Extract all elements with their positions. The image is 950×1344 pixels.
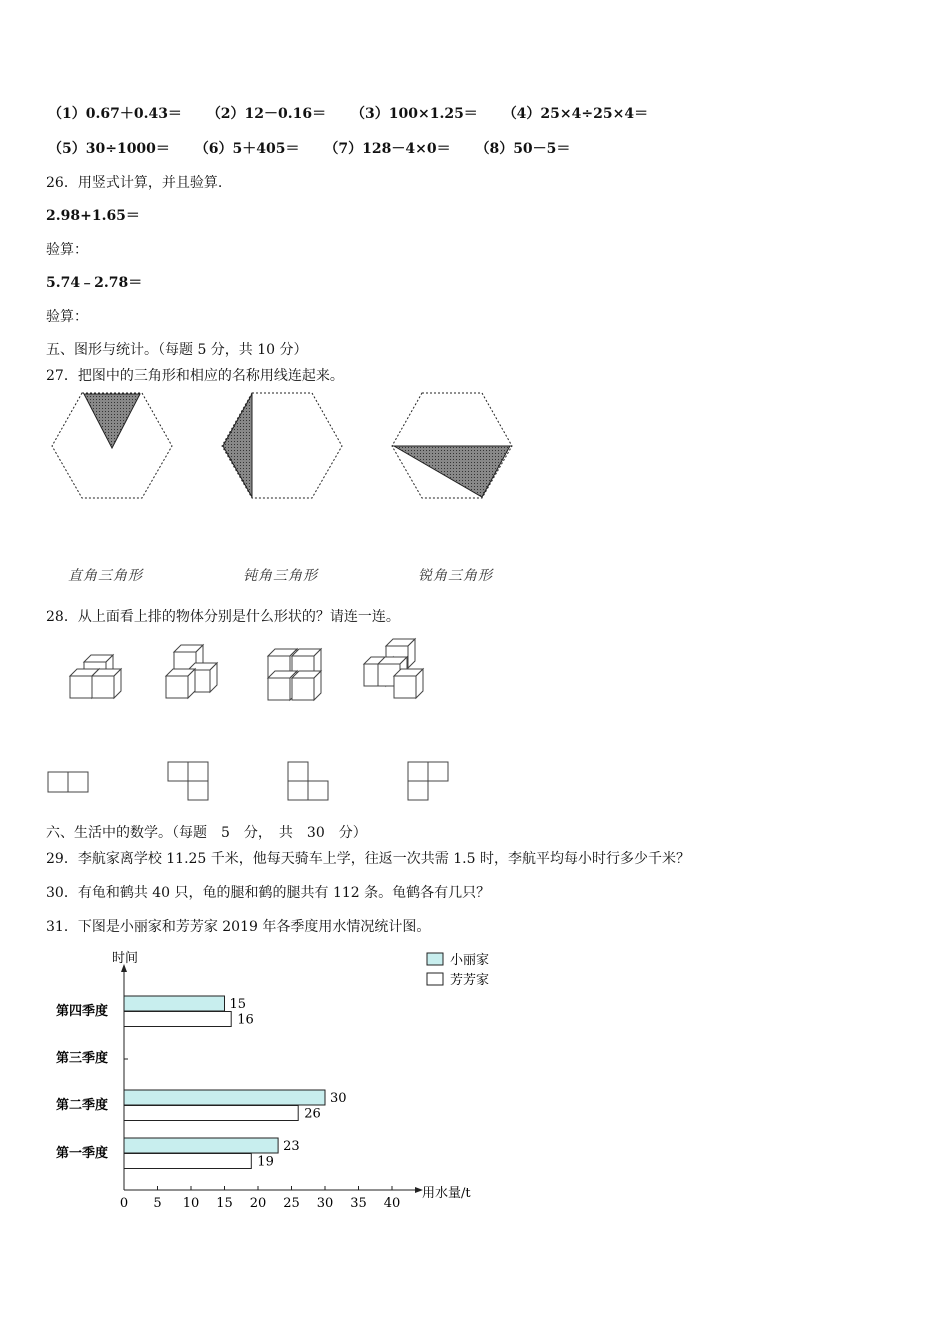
data-label: 26 xyxy=(304,1106,321,1122)
q25-item: （8）50－5＝ xyxy=(475,141,571,157)
q25-item: （2）12－0.16＝ xyxy=(206,106,327,122)
q25-item: （6）5＋405＝ xyxy=(194,141,300,157)
category-label: 第一季度 xyxy=(56,1146,109,1161)
x-tick-label: 20 xyxy=(249,1196,267,1211)
q26-expr2: 5.74﹣2.78＝ xyxy=(46,275,143,291)
bar xyxy=(124,1012,231,1027)
shaded-triangle-3 xyxy=(394,446,510,497)
data-label: 23 xyxy=(283,1139,300,1154)
top-view-shapes xyxy=(48,762,448,800)
x-tick-label: 5 xyxy=(153,1196,162,1211)
data-label: 30 xyxy=(330,1091,347,1106)
q27-title: 27．把图中的三角形和相应的名称用线连起来。 xyxy=(46,368,344,384)
category-label: 第四季度 xyxy=(56,1004,109,1019)
legend-swatch xyxy=(427,973,443,985)
label-acute-triangle: 锐角三角形 xyxy=(418,568,493,584)
q31: 31．下图是小丽家和芳芳家 2019 年各季度用水情况统计图。 xyxy=(46,919,431,935)
data-label: 15 xyxy=(229,997,247,1012)
label-obtuse-triangle: 钝角三角形 xyxy=(243,568,318,584)
legend-label: 小丽家 xyxy=(450,953,490,968)
cube-front xyxy=(292,678,314,700)
bar xyxy=(124,1154,251,1169)
bar xyxy=(124,1138,278,1153)
cube-front xyxy=(394,676,416,698)
q30: 30．有龟和鹤共 40 只，龟的腿和鹤的腿共有 112 条。龟鹤各有几只？ xyxy=(46,885,491,901)
x-tick-label: 10 xyxy=(182,1196,200,1211)
y-axis-label: 时间 xyxy=(112,951,139,966)
section6-heading: 六、生活中的数学。（每题 5 分， 共 30 分） xyxy=(46,825,367,841)
q26-check1: 验算： xyxy=(46,242,88,258)
category-label: 第三季度 xyxy=(56,1051,109,1066)
q26-check2: 验算： xyxy=(46,309,88,325)
q25-item: （3）100×1.25＝ xyxy=(351,106,478,122)
bar xyxy=(124,1106,298,1121)
q29: 29．李航家离学校 11.25 千米，他每天骑车上学，往返一次共需 1.5 时，李航平均每小时行多少千米？ xyxy=(46,851,690,867)
data-label: 16 xyxy=(237,1012,254,1028)
cube-front xyxy=(166,676,188,698)
shaded-triangle-2 xyxy=(223,394,252,497)
q25-item: （7）128－4×0＝ xyxy=(324,141,451,157)
q25-item: （1）0.67＋0.43＝ xyxy=(48,106,182,122)
x-tick-label: 0 xyxy=(119,1196,129,1211)
label-right-triangle: 直角三角形 xyxy=(68,568,143,584)
bar xyxy=(124,1090,325,1105)
bar xyxy=(124,996,225,1011)
shaded-triangle-1 xyxy=(84,394,140,448)
cube-front xyxy=(92,676,114,698)
section5-heading: 五、图形与统计。（每题 5 分，共 10 分） xyxy=(46,342,308,358)
legend-label: 芳芳家 xyxy=(450,973,490,988)
cube-front xyxy=(70,676,92,698)
x-tick-label: 40 xyxy=(383,1196,401,1211)
q26-title: 26．用竖式计算，并且验算. xyxy=(46,175,223,191)
category-label: 第二季度 xyxy=(56,1098,109,1113)
water-usage-chart xyxy=(56,950,489,1211)
q26-expr1: 2.98+1.65＝ xyxy=(46,208,140,224)
x-tick-label: 25 xyxy=(283,1196,300,1211)
q25-item: （4）25×4÷25×4＝ xyxy=(502,106,649,122)
x-tick-label: 35 xyxy=(350,1196,367,1211)
legend-swatch xyxy=(427,953,443,965)
cube-objects xyxy=(70,639,423,700)
x-tick-label: 15 xyxy=(216,1196,233,1211)
x-axis-label: 用水量/t xyxy=(422,1186,471,1201)
q25-item: （5）30÷1000＝ xyxy=(48,141,170,157)
cube-front xyxy=(268,678,290,700)
data-label: 19 xyxy=(257,1154,274,1170)
x-tick-label: 30 xyxy=(316,1196,334,1211)
q28-title: 28．从上面看上排的物体分别是什么形状的？请连一连。 xyxy=(46,609,400,625)
